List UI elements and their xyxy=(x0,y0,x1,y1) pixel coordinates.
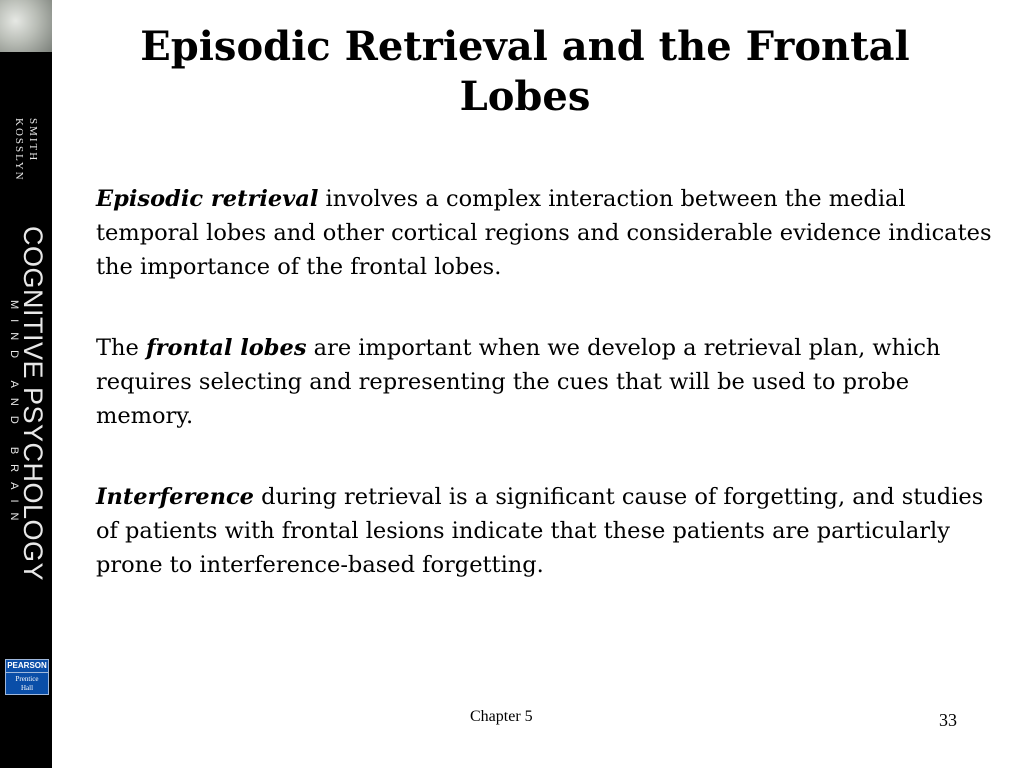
paragraph-episodic-retrieval xyxy=(96,182,996,284)
publisher-imprint-2: Hall xyxy=(20,684,34,692)
key-term: Interference xyxy=(96,484,254,510)
book-cover-sidebar xyxy=(0,0,52,768)
paragraph-lead: The xyxy=(96,335,146,361)
paragraph-frontal-lobes xyxy=(96,331,996,433)
paragraph-text: involves a complex interaction between the medial temporal lobes and other cortical regions and considerable evidence indicates the importance of the frontal lobes. xyxy=(96,186,992,280)
key-term: frontal lobes xyxy=(145,335,307,361)
book-subtitle: MIND AND BRAIN xyxy=(8,300,20,531)
paragraph-interference xyxy=(96,480,996,582)
publisher-logo xyxy=(5,659,49,695)
paragraph-text: during retrieval is a significant cause of forgetting, and studies of patients with frontal lesions indicate that these patients are particularly prone to interference-based forgetting. xyxy=(96,484,984,578)
publisher-imprint-1: Prentice xyxy=(15,675,39,683)
book-title: COGNITIVE PSYCHOLOGY xyxy=(18,226,48,582)
page-number: 33 xyxy=(939,710,957,730)
publisher-name: PEARSON xyxy=(6,660,48,673)
cover-image xyxy=(0,0,52,52)
footer-chapter: Chapter 5 xyxy=(470,708,533,725)
author-2: KOSSLYN xyxy=(13,118,25,182)
author-names xyxy=(12,118,40,182)
key-term: Episodic retrieval xyxy=(96,186,319,212)
paragraph-text: are important when we develop a retrieval plan, which requires selecting and representing the cues that will be used to probe memory. xyxy=(96,335,941,429)
slide-body xyxy=(96,182,996,629)
author-1: SMITH xyxy=(27,118,39,163)
slide-title: Episodic Retrieval and the Frontal Lobes xyxy=(140,23,910,120)
